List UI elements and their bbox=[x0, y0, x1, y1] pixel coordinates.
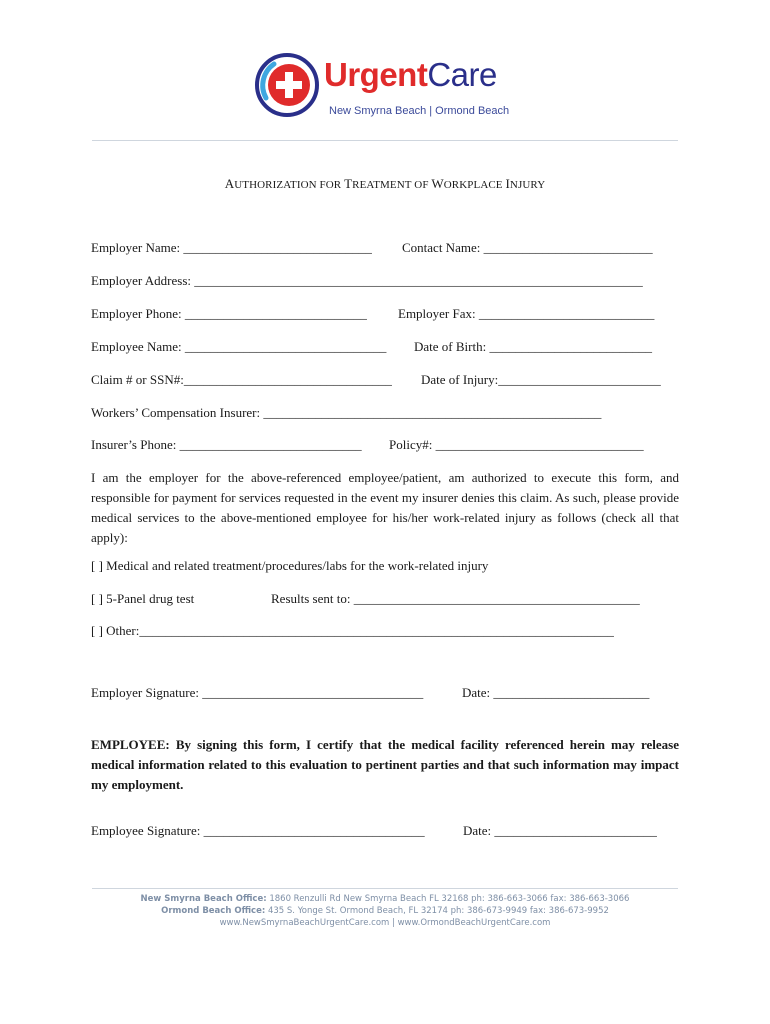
logo-word-care: Care bbox=[427, 56, 497, 93]
employer-statement: I am the employer for the above-referenced employee/patient, am authorized to execute this form, and responsible for payment for services requested in the event my insurer denies this claim. As such, please provide medical services to the above-mentioned employee for his/her work-related injury as follows (check all that apply): bbox=[91, 470, 679, 545]
title-part: REATMENT OF bbox=[352, 179, 432, 191]
date-of-birth-field[interactable]: Date of Birth: _________________________ bbox=[414, 339, 652, 354]
footer-divider bbox=[92, 888, 678, 889]
title-letter: W bbox=[431, 176, 444, 191]
title-letter: A bbox=[224, 176, 235, 191]
form-title bbox=[0, 176, 770, 192]
medical-cross-icon bbox=[254, 52, 320, 118]
footer-nsb-office bbox=[0, 893, 770, 905]
footer-nsb-text: 1860 Renzulli Rd New Smyrna Beach FL 32168 ph: 386-663-3066 fax: 386-663-3066 bbox=[266, 894, 630, 904]
employer-name-field[interactable]: Employer Name: _____________________________ bbox=[91, 240, 372, 255]
header-divider bbox=[92, 140, 678, 141]
logo-subtitle: New Smyrna Beach | Ormond Beach bbox=[329, 105, 510, 117]
title-part: ORKPLACE bbox=[443, 179, 506, 191]
employer-phone-field[interactable]: Employer Phone: ____________________________ bbox=[91, 306, 367, 321]
claim-ssn-field[interactable]: Claim # or SSN#:________________________________ bbox=[91, 372, 392, 387]
employer-fax-field[interactable]: Employer Fax: ___________________________ bbox=[398, 306, 655, 321]
footer-ob-label: Ormond Beach Office: bbox=[161, 906, 266, 916]
employee-signature-date-field[interactable]: Date: _________________________ bbox=[463, 823, 657, 838]
footer-websites[interactable]: www.NewSmyrnaBeachUrgentCare.com | www.OrmondBeachUrgentCare.com bbox=[219, 918, 551, 928]
title-part: UTHORIZATION FOR bbox=[234, 179, 345, 191]
insurer-phone-field[interactable]: Insurer’s Phone: ____________________________ bbox=[91, 437, 362, 452]
policy-number-field[interactable]: Policy#: ________________________________ bbox=[389, 437, 644, 452]
results-sent-to-field[interactable]: Results sent to: ____________________________________________ bbox=[271, 591, 640, 606]
employee-notice: EMPLOYEE: By signing this form, I certify that the medical facility referenced herein may release medical information related to this evaluation to pertinent parties and that such information may impact my employment. bbox=[91, 737, 679, 792]
footer-ob-office bbox=[0, 905, 770, 917]
employee-name-field[interactable]: Employee Name: _______________________________ bbox=[91, 339, 387, 354]
drug-test-checkbox[interactable]: [ ] 5-Panel drug test bbox=[91, 591, 195, 606]
employer-address-field[interactable]: Employer Address: _____________________________________________________________________ bbox=[91, 273, 643, 288]
footer-ob-text: 435 S. Yonge St. Ormond Beach, FL 32174 ph: 386-673-9949 fax: 386-673-9952 bbox=[265, 906, 609, 916]
date-of-injury-field[interactable]: Date of Injury:_________________________ bbox=[421, 372, 661, 387]
employer-signature-field[interactable]: Employer Signature: __________________________________ bbox=[91, 685, 424, 700]
title-part: NJURY bbox=[509, 179, 546, 191]
footer bbox=[0, 893, 770, 929]
footer-nsb-label: New Smyrna Beach Office: bbox=[140, 894, 267, 904]
title-letter: I bbox=[505, 176, 510, 191]
logo-word-urgent: Urgent bbox=[324, 56, 428, 93]
employee-signature-field[interactable]: Employee Signature: __________________________________ bbox=[91, 823, 425, 838]
employer-signature-date-field[interactable]: Date: ________________________ bbox=[462, 685, 650, 700]
other-checkbox[interactable]: [ ] Other:_________________________________________________________________________ bbox=[91, 623, 614, 638]
workers-comp-insurer-field[interactable]: Workers’ Compensation Insurer: ____________________________________________________ bbox=[91, 405, 602, 420]
urgent-care-logo bbox=[254, 52, 534, 127]
contact-name-field[interactable]: Contact Name: __________________________ bbox=[402, 240, 653, 255]
medical-treatment-checkbox[interactable]: [ ] Medical and related treatment/procedures/labs for the work-related injury bbox=[91, 558, 489, 573]
logo-wordmark bbox=[324, 56, 497, 94]
title-letter: T bbox=[344, 176, 353, 191]
